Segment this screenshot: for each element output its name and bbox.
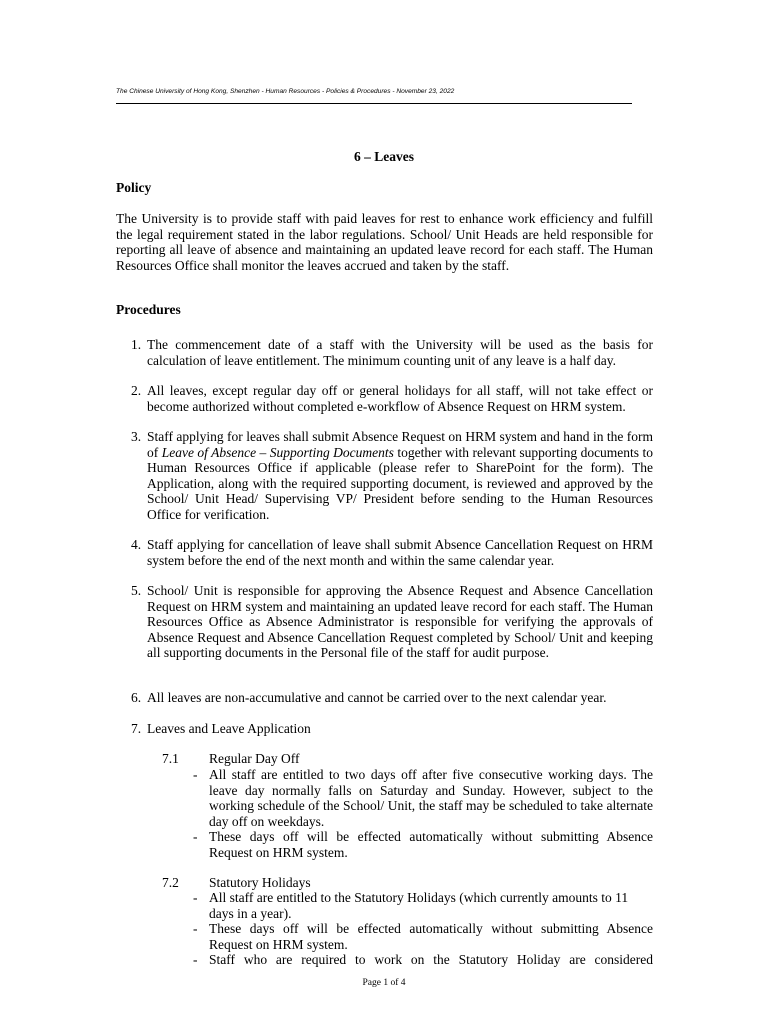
item-number: 6. bbox=[131, 690, 142, 705]
bullet-7-1-1 bbox=[193, 767, 653, 829]
bullet-text: All staff are entitled to two days off after five consecutive working days. The leave day normally falls on Saturday and Sunday. However, subject to the working schedule of the School/ Unit, the staff may be scheduled to take alternate day off on weekdays. bbox=[209, 767, 653, 829]
item-number: 3. bbox=[131, 429, 142, 444]
item-text: Leaves and Leave Application bbox=[147, 721, 311, 736]
page-title: 6 – Leaves bbox=[354, 149, 414, 164]
item-number: 2. bbox=[131, 383, 142, 398]
procedure-item-5 bbox=[116, 583, 653, 661]
bullet-dash: - bbox=[193, 890, 198, 905]
subsection-7-2 bbox=[162, 875, 311, 891]
running-header: The Chinese University of Hong Kong, Shenzhen - Human Resources - Policies & Procedures - November 23, 2022 bbox=[116, 88, 455, 95]
item-number: 1. bbox=[131, 337, 142, 352]
policy-paragraph: The University is to provide staff with paid leaves for rest to enhance work efficiency and fulfill the legal requirement stated in the labor regulations. School/ Unit Heads are held responsible for reporting all leave of absence and maintaining an updated leave record for each staff. The Human Resources Office shall monitor the leaves accrued and taken by the staff. bbox=[116, 211, 653, 273]
page-number: Page 1 of 4 bbox=[362, 978, 406, 988]
item-text-post: together with relevant supporting documents to Human Resources Office if applicable (please refer to SharePoint for the form). The Application, along with the required supporting document, is reviewed and approved by the School/ Unit Head/ Supervising VP/ President before sending to the Human Resources Office for verification. bbox=[147, 444, 653, 522]
bullet-dash: - bbox=[193, 921, 198, 936]
bullet-dash: - bbox=[193, 829, 198, 844]
item-number: 5. bbox=[131, 583, 142, 598]
bullet-text: These days off will be effected automatically without submitting Absence Request on HRM system. bbox=[209, 921, 653, 952]
subsection-title: Regular Day Off bbox=[209, 751, 300, 766]
procedure-item-1 bbox=[116, 337, 653, 368]
bullet-7-2-3 bbox=[193, 952, 653, 968]
header-divider bbox=[116, 103, 632, 104]
bullet-text: All staff are entitled to the Statutory Holidays (which currently amounts to 11 days in a year). bbox=[209, 890, 629, 921]
subsection-number: 7.1 bbox=[162, 751, 179, 766]
bullet-text: Staff who are required to work on the Statutory Holiday are considered bbox=[209, 952, 653, 967]
subsection-title: Statutory Holidays bbox=[209, 875, 311, 890]
item-text: The commencement date of a staff with the University will be used as the basis for calculation of leave entitlement. The minimum counting unit of any leave is a half day. bbox=[147, 337, 653, 368]
item-number: 4. bbox=[131, 537, 142, 552]
item-text: School/ Unit is responsible for approving the Absence Request and Absence Cancellation Request on HRM system and maintaining an updated leave record for each staff. The Human Resources Office as Absence Administrator is responsible for verifying the approvals of Absence Request and Absence Cancellation Request completed by School/ Unit and keeping all supporting documents in the Personal file of the staff for audit purpose. bbox=[147, 583, 653, 660]
subsection-7-1 bbox=[162, 751, 299, 767]
item-text: Staff applying for cancellation of leave shall submit Absence Cancellation Request on HRM system before the end of the next month and within the same calendar year. bbox=[147, 537, 653, 568]
procedure-item-6 bbox=[116, 690, 653, 706]
procedure-item-7 bbox=[116, 721, 653, 737]
policy-heading: Policy bbox=[116, 180, 152, 195]
bullet-7-2-2 bbox=[193, 921, 653, 952]
bullet-7-1-2 bbox=[193, 829, 653, 860]
procedure-item-3 bbox=[116, 429, 653, 522]
bullet-7-2-1 bbox=[193, 890, 653, 921]
item-text: All leaves are non-accumulative and cannot be carried over to the next calendar year. bbox=[147, 690, 607, 705]
subsection-number: 7.2 bbox=[162, 875, 179, 890]
procedure-item-2 bbox=[116, 383, 653, 414]
procedures-heading: Procedures bbox=[116, 302, 181, 317]
item-text-pre: Staff applying for leaves shall submit Absence Request on HRM system and hand in the form of bbox=[147, 429, 653, 460]
item-text bbox=[147, 429, 653, 522]
item-number: 7. bbox=[131, 721, 142, 736]
procedure-item-4 bbox=[116, 537, 653, 568]
item-text: All leaves, except regular day off or general holidays for all staff, will not take effect or become authorized without completed e-workflow of Absence Request on HRM system. bbox=[147, 383, 653, 414]
bullet-dash: - bbox=[193, 767, 198, 782]
bullet-dash: - bbox=[193, 952, 198, 967]
form-name-italic: Leave of Absence – Supporting Documents bbox=[161, 444, 394, 460]
bullet-text: These days off will be effected automatically without submitting Absence Request on HRM system. bbox=[209, 829, 653, 860]
